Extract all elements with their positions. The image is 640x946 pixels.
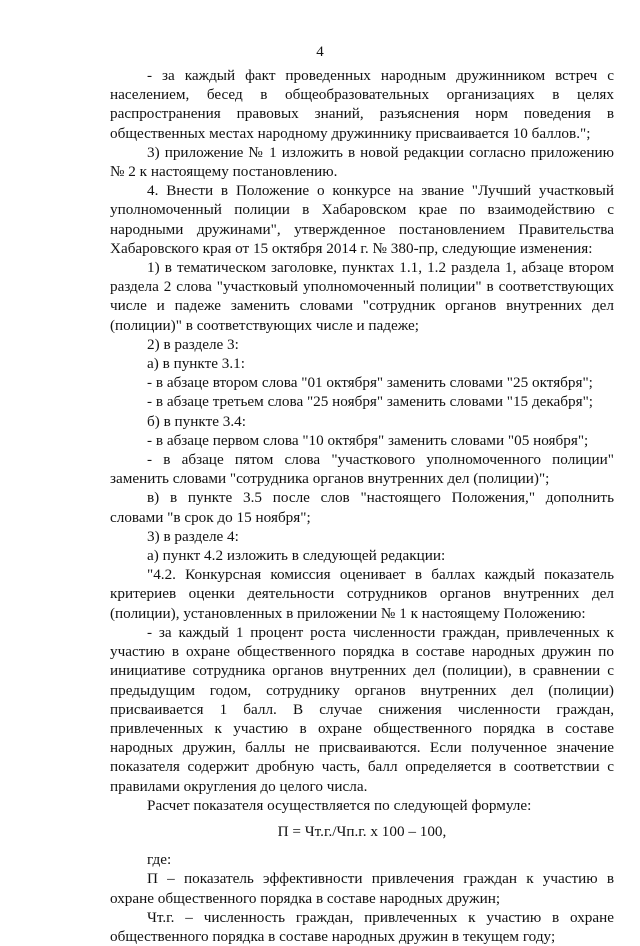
paragraph: в) в пункте 3.5 после слов "настоящего Положения," дополнить словами "в срок до 15 ноября"; (110, 489, 614, 526)
paragraph: - в абзаце пятом слова "участкового уполномоченного полиции" заменить словами "сотрудника органов внутренних дел (полиции)"; (110, 451, 614, 488)
paragraph: - в абзаце третьем слова "25 ноября" заменить словами "15 декабря"; (147, 393, 594, 411)
paragraph: Расчет показателя осуществляется по следующей формуле: (147, 796, 532, 814)
paragraph: где: (147, 851, 172, 869)
formula: П = Чт.г./Чп.г. х 100 – 100, (277, 822, 447, 840)
paragraph: а) пункт 4.2 изложить в следующей редакции: (147, 547, 446, 565)
page-number: 4 (316, 44, 324, 60)
paragraph: б) в пункте 3.4: (147, 412, 246, 430)
paragraph: 3) приложение № 1 изложить в новой редакции согласно приложению № 2 к настоящему постановлению. (110, 143, 614, 181)
paragraph: 4. Внести в Положение о конкурсе на звание "Лучший участковый уполномоченный полиции в Хабаровском крае по взаимодействию с народными дружинами", утвержденное постановлением Правительства Хабаровского края от 15 октября 2014 г. № 380-пр, следующие изменения: (110, 182, 614, 257)
paragraph: а) в пункте 3.1: (147, 355, 245, 373)
paragraph: 1) в тематическом заголовке, пунктах 1.1, 1.2 раздела 1, абзаце втором раздела 2 слова "участковый уполномоченный полиции" в соответствующих числе и падеже заменить словами "сотрудник органов внутренних дел (полиции)" в соответствующих числе и падеже; (110, 259, 614, 334)
paragraph: П – показатель эффективности привлечения граждан к участию в охране общественного порядка в составе народных дружин; (110, 870, 614, 907)
paragraph: - за каждый факт проведенных народным дружинником встреч с населением, бесед в общеобразовательных организациях в целях распространения правовых знаний, разъяснения норм поведения в общественных местах народному дружиннику присваивается 10 баллов."; (110, 67, 614, 142)
paragraph: 2) в разделе 3: (147, 335, 239, 353)
paragraph: 3) в разделе 4: (147, 527, 239, 545)
paragraph: - в абзаце втором слова "01 октября" заменить словами "25 октября"; (147, 374, 593, 392)
paragraph: - за каждый 1 процент роста численности граждан, привлеченных к участию в охране общественного порядка в составе народных дружин по инициативе сотрудника органов внутренних дел (полиции), в сравнении с предыдущим годом, сотруднику органов внутренних дел (полиции) присваивается 1 балл. В случае снижения численности граждан, привлеченных к участию в охране общественного порядка в составе народных дружин, баллы не присваиваются. Если полученное значение показателя содержит дробную часть, балл определяется в соответствии с правилами округления до целого числа. (110, 623, 614, 795)
paragraph: Чт.г. – численность граждан, привлеченных к участию в охране общественного порядка в составе народных дружин в текущем году; (110, 908, 614, 945)
paragraph: "4.2. Конкурсная комиссия оценивает в баллах каждый показатель критериев оценки деятельности сотрудников органов внутренних дел (полиции), установленных в приложении № 1 к настоящему Положению: (110, 566, 614, 622)
paragraph: - в абзаце первом слова "10 октября" заменить словами "05 ноября"; (147, 431, 589, 449)
document-body (110, 66, 614, 946)
